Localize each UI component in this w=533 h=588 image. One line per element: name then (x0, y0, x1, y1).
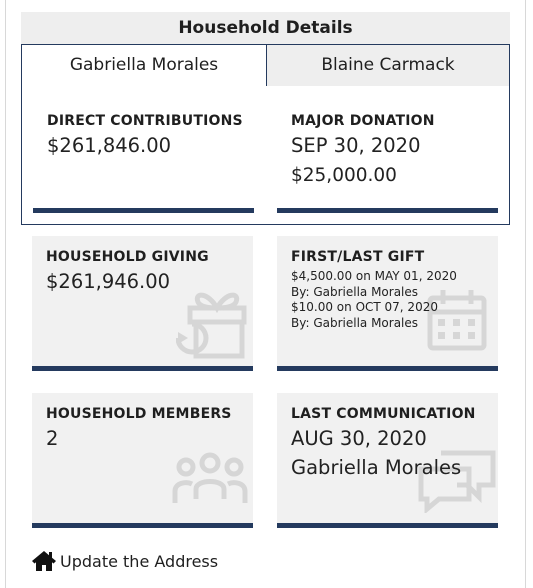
direct-contributions-tile (33, 100, 254, 213)
last-communication-tile (277, 393, 498, 528)
update-address-link[interactable] (32, 548, 218, 574)
people-icon (172, 451, 248, 507)
first-gift-by: By: Gabriella Morales (291, 285, 419, 299)
tile-accent-bar (32, 523, 253, 528)
household-giving-amount: $261,946.00 (46, 270, 171, 293)
major-donation-date: SEP 30, 2020 (291, 134, 421, 157)
household-giving-label: HOUSEHOLD GIVING (46, 249, 209, 265)
first-gift-line: $4,500.00 on MAY 01, 2020 (291, 269, 457, 283)
home-icon (32, 550, 56, 572)
tab-gabriella-morales[interactable] (21, 44, 267, 87)
first-last-gift-tile (277, 236, 498, 371)
tile-accent-bar (277, 523, 498, 528)
major-donation-tile (277, 100, 498, 213)
major-donation-label: MAJOR DONATION (291, 113, 435, 129)
household-members-label: HOUSEHOLD MEMBERS (46, 406, 232, 422)
tab-blaine-carmack[interactable] (266, 44, 510, 87)
tile-accent-bar (277, 366, 498, 371)
header-title: Household Details (178, 18, 353, 38)
direct-contributions-amount: $261,846.00 (47, 134, 172, 157)
last-gift-by: By: Gabriella Morales (291, 316, 419, 330)
tab-label: Gabriella Morales (69, 55, 219, 75)
direct-contributions-label: DIRECT CONTRIBUTIONS (47, 113, 243, 129)
last-communication-label: LAST COMMUNICATION (291, 406, 476, 422)
gift-icon (176, 286, 248, 360)
last-gift-line: $10.00 on OCT 07, 2020 (291, 300, 438, 314)
calendar-icon (427, 288, 487, 352)
update-address-label: Update the Address (60, 551, 219, 571)
household-giving-tile (32, 236, 253, 371)
tile-accent-bar (277, 208, 498, 213)
household-members-count: 2 (46, 427, 59, 450)
household-details-header (21, 12, 510, 44)
tile-accent-bar (33, 208, 254, 213)
last-communication-date: AUG 30, 2020 (291, 427, 427, 450)
first-last-gift-label: FIRST/LAST GIFT (291, 249, 425, 265)
major-donation-amount: $25,000.00 (291, 165, 397, 186)
tile-accent-bar (32, 366, 253, 371)
tab-label: Blaine Carmack (321, 55, 455, 75)
household-members-tile (32, 393, 253, 528)
last-communication-name: Gabriella Morales (291, 456, 462, 479)
